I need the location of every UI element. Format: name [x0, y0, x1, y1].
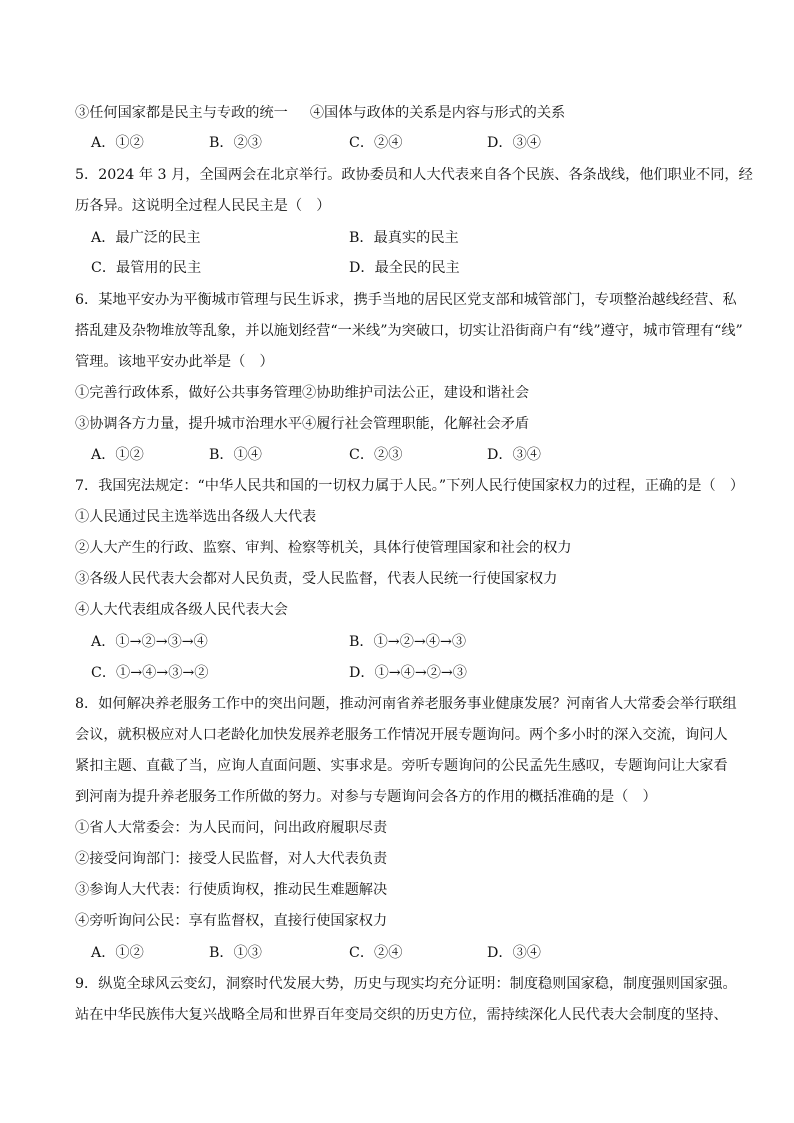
- q9-stem-line2: 站在中华民族伟大复兴战略全局和世界百年变局交织的历史方位，需持续深化人民代表大会制度的坚持、: [75, 1007, 728, 1023]
- q5-stem-line1: 5．2024 年 3 月，全国两会在北京举行。政协委员和人大代表来自各个民族、各条战线，他们职业不同，经: [75, 167, 753, 183]
- q7-option-b[interactable]: B．①→②→④→③: [349, 634, 467, 650]
- q8-options: [91, 943, 744, 963]
- q5-stem-line2: 历各异。这说明全过程人民民主是（ ）: [75, 198, 331, 214]
- q8-option-c[interactable]: C．②④: [349, 945, 403, 961]
- q5-option-d[interactable]: D．最全民的民主: [349, 260, 460, 276]
- q5-option-b[interactable]: B．最真实的民主: [349, 230, 459, 246]
- q7-stmt2: ②人大产生的行政、监察、审判、检察等机关，具体行使管理国家和社会的权力: [75, 540, 572, 556]
- q4-option-c[interactable]: C．②④: [349, 135, 403, 151]
- q4-option-d[interactable]: D．③④: [487, 135, 541, 151]
- q7-stmt4: ④人大代表组成各级人民代表大会: [75, 602, 288, 618]
- q8-stmt4: ④旁听询问公民：享有监督权，直接行使国家权力: [75, 913, 388, 929]
- q9-stem-line1: 9．纵览全球风云变幻，洞察时代发展大势，历史与现实均充分证明：制度稳则国家稳，制度强则国家强。: [75, 976, 737, 992]
- q5-option-a[interactable]: A．最广泛的民主: [91, 230, 201, 246]
- q6-stem-line2: 搭乱建及杂物堆放等乱象，并以施划经营“一米线”为突破口，切实让沿街商户有“线”遵守，城市管理有“线”: [75, 323, 743, 339]
- q6-option-a[interactable]: A．①②: [91, 447, 144, 463]
- q8-stem-line4: 到河南为提升养老服务工作所做的努力。对参与专题询问会各方的作用的概括准确的是（ ）: [75, 789, 657, 805]
- q6-option-b[interactable]: B．①④: [209, 447, 262, 463]
- q6-stem-line3: 管理。该地平安办此举是（ ）: [75, 354, 274, 370]
- q7-stmt1: ①人民通过民主选举选出各级人大代表: [75, 509, 317, 525]
- q7-options-row1: [91, 632, 744, 652]
- q7-option-a[interactable]: A．①→②→③→④: [91, 634, 208, 650]
- q4-stmt3: ③任何国家都是民主与专政的统一: [75, 105, 288, 121]
- q5-option-c[interactable]: C．最管用的民主: [91, 260, 202, 276]
- q6-option-c[interactable]: C．②③: [349, 447, 403, 463]
- q8-option-d[interactable]: D．③④: [487, 945, 541, 961]
- q6-options: [91, 445, 744, 465]
- q8-stem-line1: 8．如何解决养老服务工作中的突出问题，推动河南省养老服务事业健康发展？河南省人大常委会举行联组: [75, 696, 737, 712]
- q6-stem-line1: 6．某地平安办为平衡城市管理与民生诉求，携手当地的居民区党支部和城管部门，专项整治越线经营、私: [75, 292, 737, 308]
- q7-option-c[interactable]: C．①→④→③→②: [91, 665, 209, 681]
- q8-stmt3: ③参询人大代表：行使质询权，推动民生难题解决: [75, 882, 388, 898]
- q6-stmt-12: ①完善行政体系，做好公共事务管理②协助维护司法公正，建设和谐社会: [75, 385, 530, 401]
- q8-stem-line3: 紧扣主题、直截了当，应询人直面问题、实事求是。旁听专题询问的公民孟先生感叹，专题询问让大家看: [75, 758, 728, 774]
- q8-option-a[interactable]: A．①②: [91, 945, 144, 961]
- q8-stmt1: ①省人大常委会：为人民而问，问出政府履职尽责: [75, 820, 388, 836]
- q6-option-d[interactable]: D．③④: [487, 447, 541, 463]
- q4-option-a[interactable]: A．①②: [91, 135, 144, 151]
- q5-options-row2: [91, 258, 744, 278]
- q7-stmt3: ③各级人民代表大会都对人民负责，受人民监督，代表人民统一行使国家权力: [75, 571, 558, 587]
- q7-option-d[interactable]: D．①→④→②→③: [349, 665, 467, 681]
- q4-stmt4: ④国体与政体的关系是内容与形式的关系: [309, 105, 566, 121]
- q5-options-row1: [91, 228, 744, 248]
- q8-stmt2: ②接受问询部门：接受人民监督，对人大代表负责: [75, 851, 388, 867]
- q7-stem-line1: 7．我国宪法规定：“中华人民共和国的一切权力属于人民。”下列人民行使国家权力的过程，正确的是（ ）: [75, 478, 745, 494]
- q8-stem-line2: 会议，就积极应对人口老龄化加快发展养老服务工作情况开展专题询问。两个多小时的深入交流，询问人: [75, 727, 728, 743]
- q6-stmt-34: ③协调各方力量，提升城市治理水平④履行社会管理职能，化解社会矛盾: [75, 416, 530, 432]
- q7-options-row2: [91, 663, 744, 683]
- q4-statements: [75, 103, 744, 123]
- q8-option-b[interactable]: B．①③: [209, 945, 262, 961]
- q4-options: [91, 133, 744, 153]
- q4-option-b[interactable]: B．②③: [209, 135, 262, 151]
